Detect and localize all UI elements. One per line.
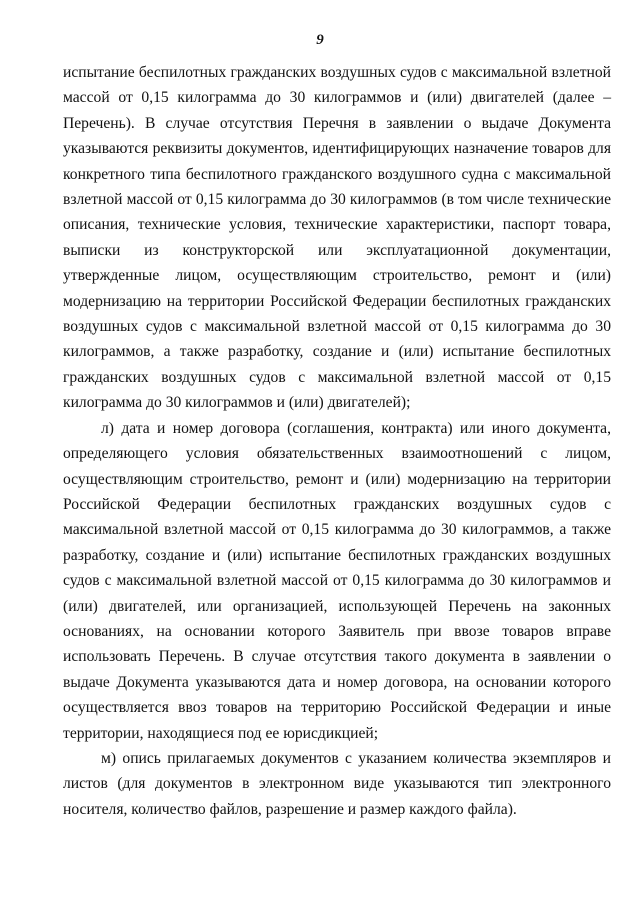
paragraph-continuation: испытание беспилотных гражданских воздушных судов с максимальной взлетной массой от 0,15 килограмма до 30 килограммов и (или) двигателей (далее – Перечень). В случае отсутствия Перечня в заявлении о выдаче Документа указываются реквизиты документов, идентифицирующих назначение товаров для конкретного типа беспилотного гражданского воздушного судна с максимальной взлетной массой от 0,15 килограмма до 30 килограммов (в том числе технические описания, технические условия, технические характеристики, паспорт товара, выписки из конструкторской или эксплуатационной документации, утвержденные лицом, осуществляющим строительство, ремонт и (или) модернизацию на территории Российской Федерации беспилотных гражданских воздушных судов с максимальной взлетной массой от 0,15 килограмма до 30 килограммов, а также разработку, создание и (или) испытание беспилотных гражданских воздушных судов с максимальной взлетной массой от 0,15 килограмма до 30 килограммов и (или) двигателей); [63,64,611,412]
document-body [63,60,611,822]
paragraph-item-m: м) опись прилагаемых документов с указанием количества экземпляров и листов (для документов в электронном виде указываются тип электронного носителя, количество файлов, разрешение и размер каждого файла). [63,749,611,818]
paragraph-item-l: л) дата и номер договора (соглашения, контракта) или иного документа, определяющего условия обязательственных взаимоотношений с лицом, осуществляющим строительство, ремонт и (или) модернизацию на территории Российской Федерации беспилотных гражданских воздушных судов с максимальной взлетной массой от 0,15 килограмма до 30 килограммов, а также разработку, создание и (или) испытание беспилотных гражданских воздушных судов с максимальной взлетной массой от 0,15 килограмма до 30 килограммов и (или) двигателей, или организацией, использующей Перечень на законных основаниях, на основании которого Заявитель при ввозе товаров вправе использовать Перечень. В случае отсутствия такого документа в заявлении о выдаче Документа указываются дата и номер договора, на основании которого осуществляется ввоз товаров на территорию Российской Федерации и иные территории, находящиеся под ее юрисдикцией; [63,419,611,742]
page-number: 9 [316,32,324,48]
